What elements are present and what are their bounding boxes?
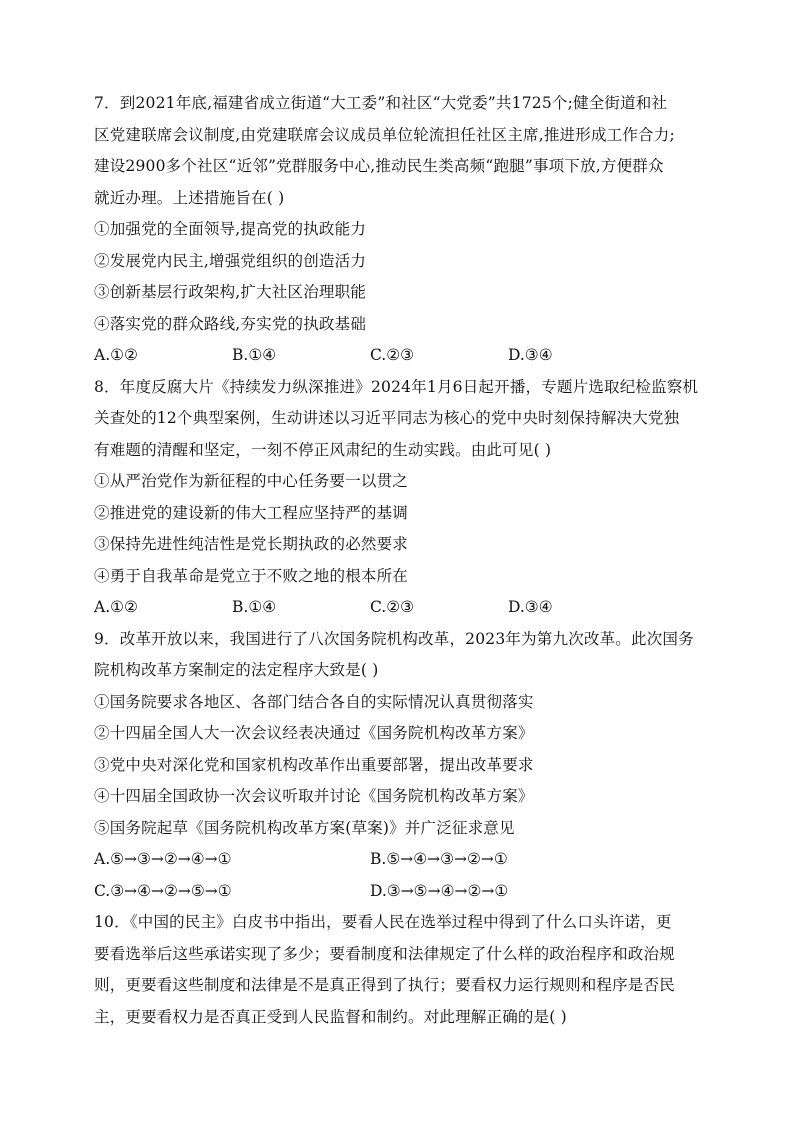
option-b[interactable]: B.⑤→④→③→②→① [370,850,508,868]
question-stem-line: 7．到2021年底,福建省成立街道“大工委”和社区“大党委”共1725个;健全街道和社 [94,94,668,112]
statement-item: ②十四届全国人大一次会议经表决通过《国务院机构改革方案》 [94,724,534,742]
statement-item: ①国务院要求各地区、各部门结合各自的实际情况认真贯彻落实 [94,692,534,711]
option-a[interactable]: A.①② [94,598,138,616]
option-c[interactable]: C.③→④→②→⑤→① [94,881,232,900]
statement-item: ②推进党的建设新的伟大工程应坚持严的基调 [94,503,409,522]
question-8 [94,372,704,624]
statement-item: ⑤国务院起草《国务院机构改革方案(草案)》并广泛征求意见 [94,818,515,837]
question-stem-line: 就近办理。上述措施旨在( ) [94,188,285,207]
answer-options [94,592,704,624]
question-stem-line: 9．改革开放以来，我国进行了八次国务院机构改革，2023年为第九次改革。此次国务 [94,629,694,648]
option-c[interactable]: C.②③ [370,598,415,616]
question-stem-line: 建设2900多个社区“近邻”党群服务中心,推动民生类高频“跑腿”事项下放,方便群众 [94,157,664,175]
statement-item: ③党中央对深化党和国家机构改革作出重要部署，提出改革要求 [94,755,534,774]
question-stem-line: 区党建联席会议制度,由党建联席会议成员单位轮流担任社区主席,推进形成工作合力; [94,125,675,144]
statement-item: ④十四届全国政协一次会议听取并讨论《国务院机构改革方案》 [94,787,534,805]
statement-item: ④落实党的群众路线,夯实党的执政基础 [94,314,367,333]
question-stem-line: 关查处的12个典型案例，生动讲述以习近平同志为核心的党中央时刻保持解决大党独 [94,409,680,427]
option-a[interactable]: A.⑤→③→②→④→① [94,850,232,868]
question-7 [94,88,704,372]
question-stem-line: 有难题的清醒和坚定，一刻不停正风肃纪的生动实践。由此可见( ) [94,440,552,459]
question-stem-line: 8．年度反腐大片《持续发力纵深推进》2024年1月6日起开播，专题片选取纪检监察机 [94,377,699,396]
question-stem-line: 主，更要看权力是否真正受到人民监督和制约。对此理解正确的是( ) [94,1007,567,1026]
question-list [94,88,704,1033]
question-9 [94,624,704,908]
option-c[interactable]: C.②③ [370,346,415,364]
statement-item: ④勇于自我革命是党立于不败之地的根本所在 [94,566,409,585]
question-stem-line: 要看选举后这些承诺实现了多少；要看制度和法律规定了什么样的政治程序和政治规 [94,944,675,963]
answer-options [94,340,704,372]
option-a[interactable]: A.①② [94,346,138,364]
statement-item: ②发展党内民主,增强党组织的创造活力 [94,251,367,270]
option-d[interactable]: D.③→⑤→④→②→① [370,881,509,900]
question-stem-line: 院机构改革方案制定的法定程序大致是( ) [94,661,379,679]
statement-item: ③保持先进性纯洁性是党长期执政的必然要求 [94,535,409,553]
option-b[interactable]: B.①④ [232,598,277,616]
answer-options [94,876,704,908]
question-stem-line: 10．《中国的民主》白皮书中指出，要看人民在选举过程中得到了什么口头许诺，更 [94,913,672,931]
option-d[interactable]: D.③④ [508,346,553,364]
answer-options [94,844,704,876]
question-10 [94,907,704,1033]
question-stem-line: 则，更要看这些制度和法律是不是真正得到了执行；要看权力运行规则和程序是否民 [94,976,675,994]
statement-item: ①从严治党作为新征程的中心任务要一以贯之 [94,472,409,490]
statement-item: ③创新基层行政架构,扩大社区治理职能 [94,283,367,301]
option-b[interactable]: B.①④ [232,346,277,364]
statement-item: ①加强党的全面领导,提高党的执政能力 [94,220,367,238]
option-d[interactable]: D.③④ [508,598,553,616]
